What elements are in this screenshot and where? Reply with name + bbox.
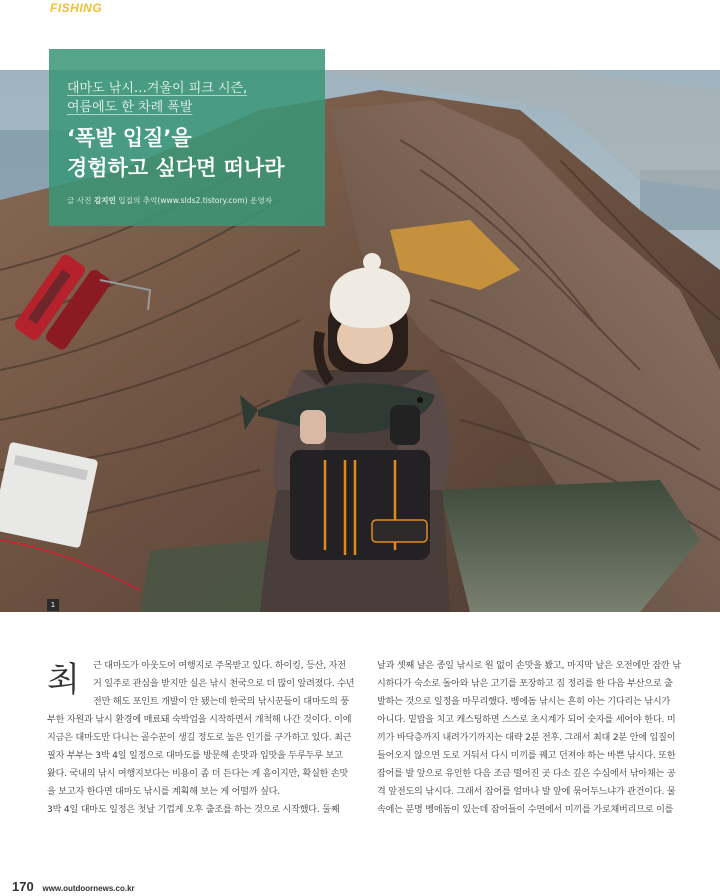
headline (67, 123, 322, 183)
body-line: 속에는 분명 벵에돔이 있는데 잡어들이 수면에서 미끼를 가로채버리므로 이를 (377, 805, 674, 815)
body-line: 발하는 것으로 일정을 마무리했다. 벵에돔 낚시는 흔히 아는 기다리는 낚시가 (377, 697, 671, 707)
page-footer (12, 879, 135, 894)
body-line: 근 대마도가 아웃도어 여행지로 주목받고 있다. 하이킹, 등산, 자전 (93, 661, 346, 671)
headline-line: 경험하고 싶다면 떠나라 (67, 156, 285, 180)
byline-author: 김지민 (93, 196, 116, 205)
body-line: 거 일주로 관심을 받지만 실은 낚시 천국으로 더 많이 알려졌다. 수년 (93, 679, 355, 689)
kicker-line: 대마도 낚시…겨울이 피크 시즌, (67, 81, 248, 96)
title-box (49, 49, 325, 226)
body-column-right (377, 657, 695, 819)
page-number: 170 (12, 879, 34, 894)
kicker-line: 여름에도 한 차례 폭발 (67, 100, 193, 115)
body-line: 필자 부부는 3박 4일 일정으로 대마도를 방문해 손맛과 입맛을 두루두루 보고 (47, 751, 343, 761)
byline-prefix: 글 사진 (67, 196, 92, 205)
website-url: www.outdoornews.co.kr (42, 884, 135, 893)
body-line: 격 앞전도의 낚시다. 그래서 잡어를 얼마나 발 앞에 묶어두느냐가 관건이다. 물 (377, 787, 676, 797)
body-line: 들어오지 않으면 도로 거둬서 다시 미끼를 꿰고 던져야 하는 바쁜 낚시다. 또한 (377, 751, 676, 761)
kicker (67, 79, 317, 117)
photo-number: 1 (47, 599, 59, 611)
section-label: FISHING (50, 1, 103, 15)
body-line: 지금은 대마도만 다니는 골수꾼이 생길 정도로 높은 인기를 구가하고 있다. 최근 (47, 733, 352, 743)
body-line: 아니다. 밑밥을 치고 캐스팅하면 스스로 초시계가 되어 숫자를 세어야 한다. 미 (377, 715, 676, 725)
body-line: 을 보고자 한다면 대마도 낚시를 계획해 보는 게 어떨까 싶다. (47, 787, 280, 797)
body-line: 끼가 바닥층까지 내려가기까지는 대략 2분 전후. 그래서 최대 2분 안에 입질이 (377, 733, 676, 743)
body-line: 부한 자원과 낚시 환경에 매료돼 숙박업을 시작하면서 개척해 나간 것이다. 이에 (47, 715, 352, 725)
drop-cap: 최 (47, 660, 80, 700)
body-line: 시하다가 숙소로 돌아와 낚은 고기를 포장하고 짐 정리를 한 다음 부산으로 출 (377, 679, 673, 689)
body-column-left (47, 657, 355, 819)
byline-rest: 입질의 추억(www.slds2.tistory.com) 운영자 (118, 196, 272, 205)
byline (67, 195, 322, 206)
headline-line: ‘폭발 입질’을 (67, 126, 192, 150)
body-line: 3박 4일 대마도 일정은 첫날 기껍게 오후 출조를 하는 것으로 시작했다. 둘째 (47, 805, 340, 815)
body-line: 날과 셋째 날은 종일 낚시로 원 없이 손맛을 봤고, 마지막 날은 오전에만 잠깐 낚 (377, 661, 681, 671)
body-line: 왔다. 국내의 낚시 여행지보다는 비용이 좀 더 든다는 게 흠이지만, 확실한 손맛 (47, 769, 349, 779)
body-line: 전만 해도 포인트 개발이 안 됐는데 한국의 낚시꾼들이 대마도의 풍 (93, 697, 349, 707)
body-line: 잡어를 발 앞으로 유인한 다음 조금 떨어진 곳 다소 깊은 수심에서 낚아채는 공 (377, 769, 676, 779)
